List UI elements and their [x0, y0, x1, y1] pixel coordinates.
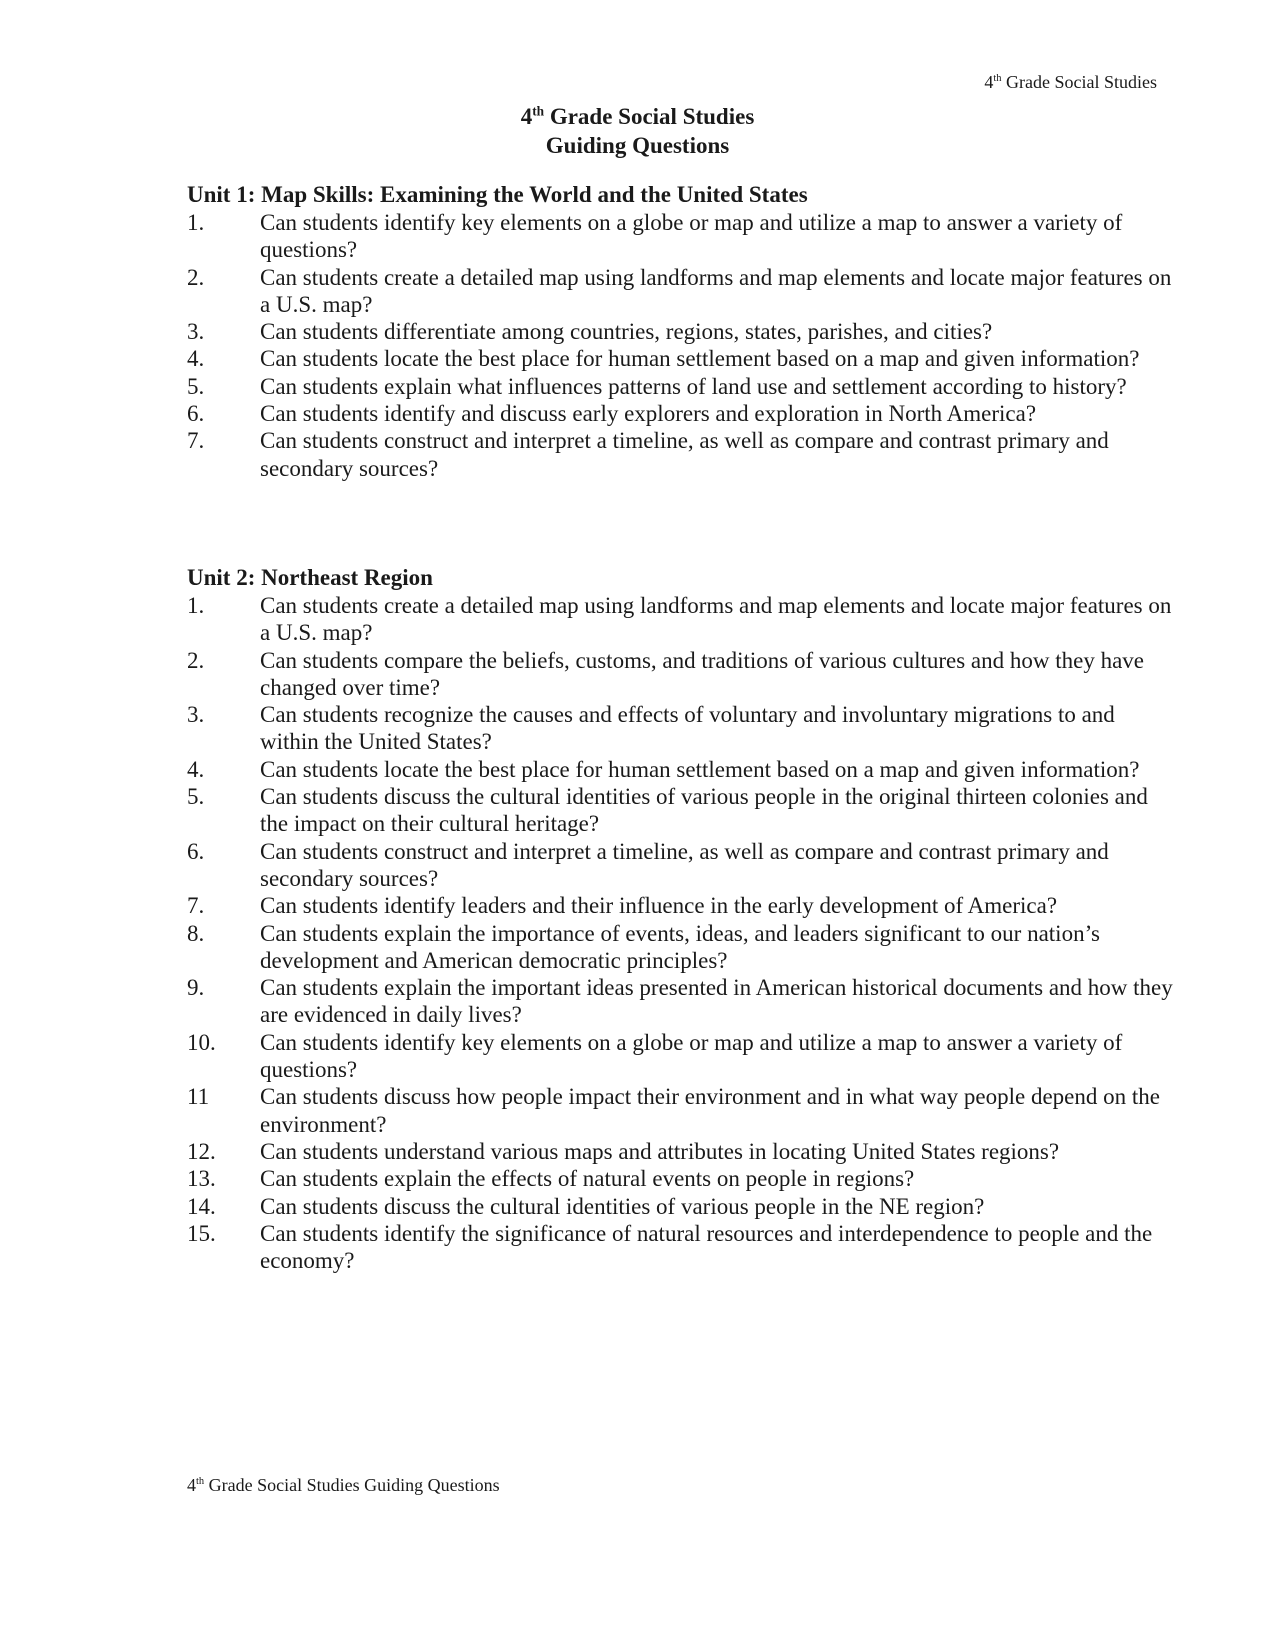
question-number: 5. [187, 373, 205, 399]
header-grade-suffix: th [993, 73, 1002, 84]
question-number: 7. [187, 893, 205, 919]
unit-2-question-list [187, 592, 1177, 1274]
question-text: Can students create a detailed map using landforms and map elements and locate major features on a U.S. map? [260, 593, 1172, 646]
question-item [187, 920, 1177, 975]
title-line1-text: Grade Social Studies [549, 104, 755, 129]
question-number: 7. [187, 428, 205, 454]
question-item [187, 783, 1177, 838]
question-number: 11 [187, 1084, 210, 1110]
question-item [187, 209, 1177, 264]
question-number: 12. [187, 1138, 216, 1164]
question-item [187, 427, 1177, 482]
question-number: 14. [187, 1193, 216, 1219]
question-number: 2. [187, 647, 205, 673]
question-item [187, 1138, 1177, 1165]
header-label: Grade Social Studies [1006, 72, 1157, 92]
question-text: Can students explain the effects of natural events on people in regions? [260, 1166, 915, 1192]
title-grade-suffix: th [532, 103, 545, 119]
question-item [187, 318, 1177, 345]
question-item [187, 400, 1177, 427]
page-footer [187, 1475, 500, 1496]
question-item [187, 1220, 1177, 1275]
question-item [187, 264, 1177, 319]
question-text: Can students recognize the causes and effects of voluntary and involuntary migrations to and within the United States? [260, 702, 1115, 755]
question-number: 2. [187, 264, 205, 290]
question-item [187, 1029, 1177, 1084]
question-number: 5. [187, 784, 205, 810]
footer-grade-suffix: th [196, 1476, 205, 1487]
question-item [187, 974, 1177, 1029]
question-text: Can students explain the importance of events, ideas, and leaders significant to our nation’s development and American democratic principles? [260, 920, 1100, 973]
question-text: Can students construct and interpret a timeline, as well as compare and contrast primary and secondary sources? [260, 838, 1109, 891]
question-item [187, 592, 1177, 647]
question-text: Can students explain the important ideas presented in American historical documents and how they are evidenced in daily lives? [260, 975, 1173, 1028]
question-text: Can students identify leaders and their influence in the early development of America? [260, 893, 1058, 919]
title-line-2: Guiding Questions [545, 133, 730, 158]
unit-2-section [187, 564, 1177, 1274]
question-item [187, 701, 1177, 756]
question-item [187, 1193, 1177, 1220]
question-text: Can students identify key elements on a globe or map and utilize a map to answer a variety of questions? [260, 1029, 1123, 1083]
title-line-1 [0, 102, 1275, 131]
question-text: Can students compare the beliefs, customs, and traditions of various cultures and how they have changed over time? [260, 647, 1145, 700]
unit-2-heading: Unit 2: Northeast Region [187, 565, 433, 590]
question-text: Can students discuss how people impact their environment and in what way people depend on the environment? [260, 1084, 1160, 1137]
question-number: 15. [187, 1220, 216, 1246]
question-number: 3. [187, 702, 205, 728]
question-number: 3. [187, 319, 205, 345]
question-text: Can students discuss the cultural identities of various people in the original thirteen colonies and the impact on their cultural heritage? [260, 784, 1148, 837]
question-number: 6. [187, 401, 205, 427]
question-text: Can students locate the best place for human settlement based on a map and given information? [260, 346, 1140, 372]
question-number: 1. [187, 210, 205, 235]
question-item [187, 373, 1177, 400]
question-number: 6. [187, 838, 205, 864]
header-grade-number: 4 [984, 72, 994, 92]
question-text: Can students identify the significance of natural resources and interdependence to people and the economy? [260, 1220, 1153, 1274]
unit-1-heading: Unit 1: Map Skills: Examining the World and the United States [187, 182, 808, 207]
unit-1-question-list [187, 209, 1177, 482]
title-grade-number: 4 [520, 104, 533, 129]
question-number: 8. [187, 920, 205, 946]
question-item [187, 345, 1177, 372]
question-item [187, 892, 1177, 919]
question-text: Can students explain what influences patterns of land use and settlement according to history? [260, 373, 1127, 399]
question-item [187, 647, 1177, 702]
running-header [984, 72, 1157, 93]
question-item [187, 838, 1177, 893]
question-number: 13. [187, 1166, 216, 1192]
footer-grade-number: 4 [187, 1475, 196, 1495]
question-number: 4. [187, 756, 205, 782]
question-number: 10. [187, 1029, 216, 1055]
question-text: Can students construct and interpret a timeline, as well as compare and contrast primary and secondary sources? [260, 428, 1109, 481]
document-title [0, 102, 1275, 160]
question-text: Can students differentiate among countries, regions, states, parishes, and cities? [260, 319, 993, 345]
question-item [187, 756, 1177, 783]
question-text: Can students identify and discuss early explorers and exploration in North America? [260, 401, 1037, 427]
question-text: Can students identify key elements on a globe or map and utilize a map to answer a variety of questions? [260, 210, 1123, 263]
question-text: Can students discuss the cultural identities of various people in the NE region? [260, 1193, 985, 1219]
question-number: 9. [187, 975, 205, 1001]
question-text: Can students understand various maps and attributes in locating United States regions? [260, 1138, 1060, 1164]
question-item [187, 1083, 1177, 1138]
question-text: Can students create a detailed map using landforms and map elements and locate major features on a U.S. map? [260, 264, 1172, 317]
unit-1-section [187, 181, 1177, 482]
question-number: 4. [187, 346, 205, 372]
question-text: Can students locate the best place for human settlement based on a map and given information? [260, 756, 1140, 782]
question-item [187, 1165, 1177, 1192]
question-number: 1. [187, 593, 205, 618]
footer-label: Grade Social Studies Guiding Questions [208, 1475, 500, 1495]
